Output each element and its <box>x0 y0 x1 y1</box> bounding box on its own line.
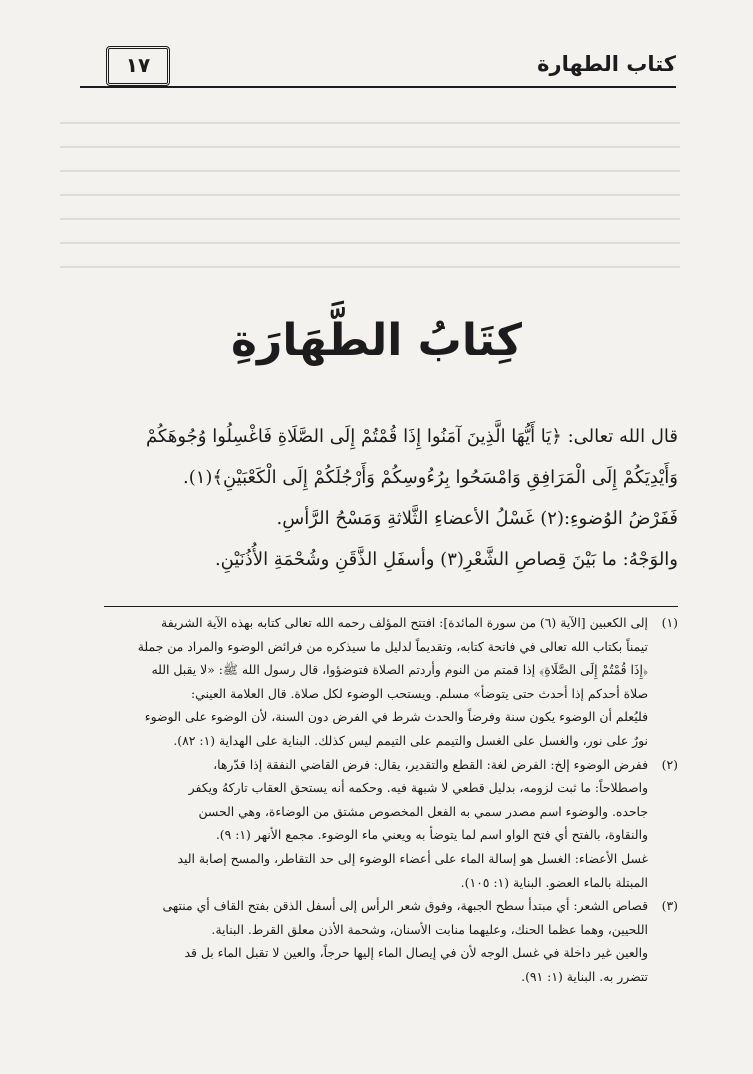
bleed-through-background <box>60 100 680 320</box>
footnote-line: والنقاوة، بالفتح أي فتح الواو اسم لما يتوضأ به ويعني ماء الوضوء. مجمع الأنهر (١: ٩). <box>215 827 648 843</box>
footnote-number: (١) <box>661 615 678 630</box>
footnote-line: فليُعلم أن الوضوء يكون سنة وفرضاً والحدث شرط في الفرض دون السنة، لأن الوضوء على الوضوء <box>144 709 648 725</box>
page-number: ١٧ <box>106 46 170 86</box>
footnote-line: والعين غير داخلة في غسل الوجه لأن في إيصال الماء إليها حرجاً، والعين لا تقبل الماء بل قد <box>184 945 648 961</box>
footnote-number: (٣) <box>661 898 678 914</box>
footnote-line: المبتلة بالماء العضو. البناية (١: ١٠٥). <box>460 874 648 890</box>
footnote-line: غسل الأعضاء: الغسل هو إسالة الماء على أعضاء الوضوء إلى حد التقاطر، والمسح إصابة اليد <box>177 850 648 866</box>
footnote-line: اللحيين، وهما عظما الحنك، وعليهما منابت الأسنان، وشحمة الأذن معلق القرط. البناية. <box>211 921 648 937</box>
main-text-line: وَأَيْدِيَكُمْ إِلَى الْمَرَافِقِ وَامْسَحُوا بِرُءُوسِكُمْ وَأَرْجُلَكُمْ إِلَى الْكَعْبَيْنِ﴾(١). <box>182 467 678 488</box>
footnote-line: إلى الكعبين [الآية (٦) من سورة المائدة]: افتتح المؤلف رحمه الله تعالى كتابه بهذه الآية الشريفة <box>161 615 648 630</box>
main-text-line: والوَجْهُ: ما بَيْنَ قِصاصِ الشَّعْرِ(٣) وأسفَلِ الذَّقَنِ وشُحْمَةِ الأُذُنَيْنِ. <box>214 549 678 570</box>
footnote-line: تتضرر به. البناية (١: ٩١). <box>521 968 648 984</box>
footnote-1 <box>104 611 678 753</box>
footnote-number: (٢) <box>661 756 678 772</box>
main-text-line: قال الله تعالى: ﴿يَا أَيُّهَا الَّذِينَ آمَنُوا إِذَا قُمْتُمْ إِلَى الصَّلَاةِ فَاغْسِلُوا وُجُوهَكُمْ <box>145 426 678 447</box>
footnote-line: قصاص الشعر: أي مبتدأ سطح الجبهة، وفوق شعر الرأس إلى أسفل الذقن بفتح القاف أي منتهى <box>162 898 648 914</box>
footnote-line: صلاة أحدكم إذا أحدث حتى يتوضأ» مسلم. ويستحب الوضوء لكل صلاة. قال العلامة العيني: <box>190 685 648 701</box>
footnote-line: ﴿إِذَا قُمْتُمْ إِلَى الصَّلَاةِ﴾ إذا قمتم من النوم وأردتم الصلاة فتوضؤوا، قال رسول الله ﷺ: «لا يقبل الله <box>151 662 648 678</box>
footnotes <box>104 606 678 989</box>
footnote-line: ففرض الوضوء إلخ: الفرض لغة: القطع والتقدير، يقال: فرض القاضي النفقة إذا قدّرها، <box>213 756 648 772</box>
chapter-title: كِتَابُ الطَّهَارَةِ <box>231 315 522 366</box>
footnote-line: جاحده. والوضوء اسم مصدر سمي به الفعل المخصوص مشتق من الوضاءة، وهي الحسن <box>198 803 648 819</box>
footnote-2 <box>104 753 678 895</box>
main-text-line: فَفَرْضُ الوُضوءِ:(٢) غَسْلُ الأعضاءِ الثَّلاثةِ وَمَسْحُ الرَّأسِ. <box>276 508 678 529</box>
footnote-line: نورٌ على نور، والغسل على الغسل والتيمم على التيمم ليس كذلك. البناية على الهداية (١: ٨٢). <box>173 732 648 748</box>
footnote-line: تيمناً بكتاب الله تعالى في فاتحة كتابه، وتقديماً لدليل ما سيذكره من فرائض الوضوء والمراد من جملة <box>137 638 648 654</box>
footnote-line: واصطلاحاً: ما ثبت لزومه، بدليل قطعي لا شبهة فيه. وحكمه أنه يستحق العقاب تاركهُ ويكفر <box>188 780 648 796</box>
page-header <box>80 44 676 88</box>
footnote-3 <box>104 894 678 988</box>
main-text <box>100 416 678 580</box>
running-title: كتاب الطهارة <box>537 52 676 76</box>
